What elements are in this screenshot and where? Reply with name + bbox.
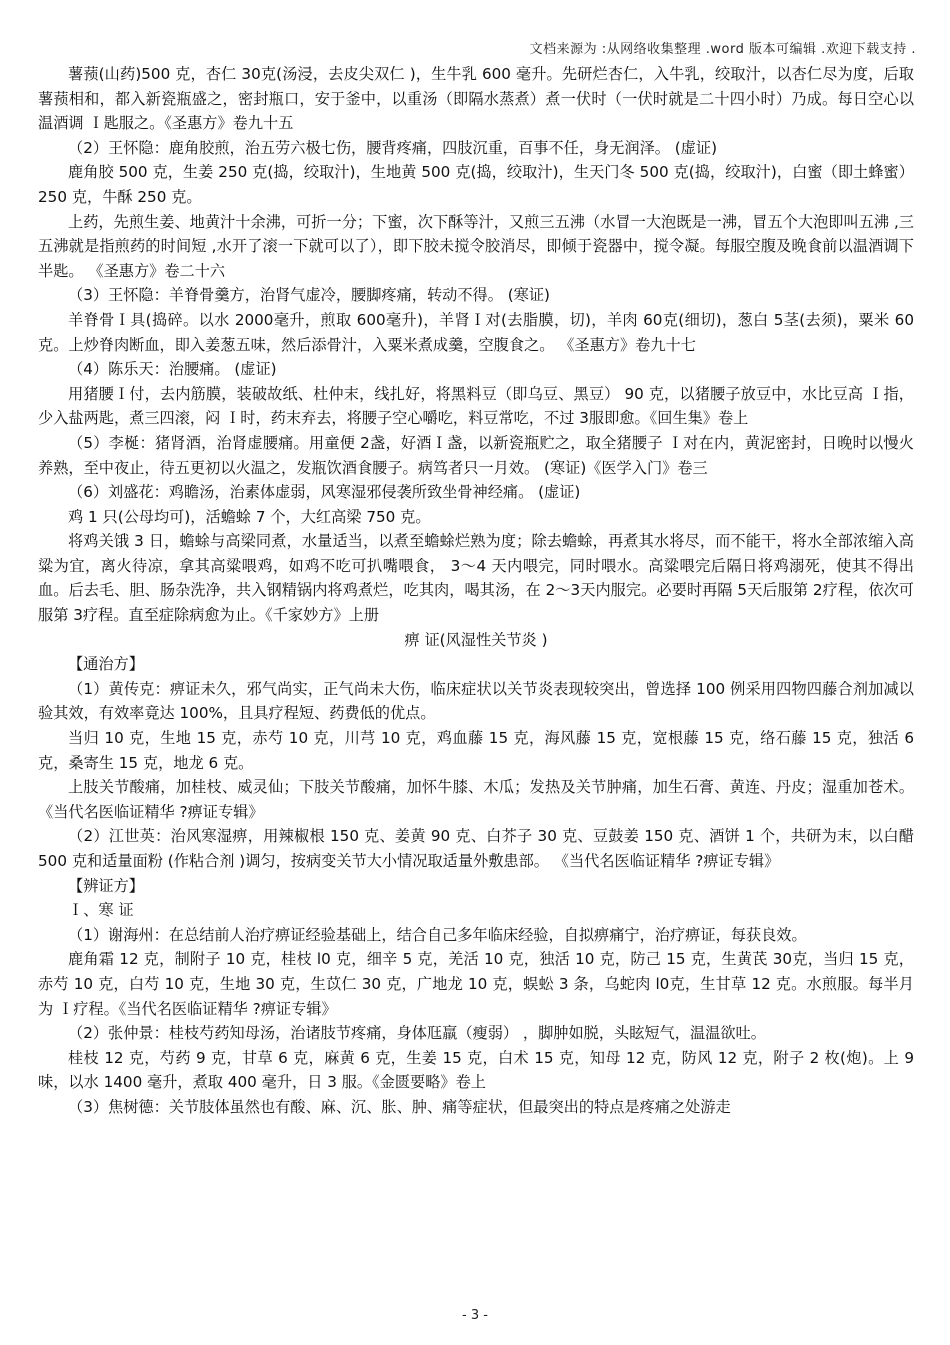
paragraph: 上肢关节酸痛，加桂枝、威灵仙；下肢关节酸痛，加怀牛膝、木瓜；发热及关节肿痛，加生石膏、黄连、丹皮；湿重加苍术。《当代名医临证精华 ?痹证专辑》 xyxy=(38,778,914,821)
paragraph: 鸡 1 只(公母均可)，活蟾蜍 7 个，大红高梁 750 克。 xyxy=(68,507,431,526)
paragraph: （1）谢海州：在总结前人治疗痹证经验基础上，结合自己多年临床经验，自拟痹痛宁，治疗痹证，每获良效。 xyxy=(68,925,807,944)
paragraph: （2）江世英：治风寒湿痹，用辣椒根 150 克、姜黄 90 克、白芥子 30 克、豆鼓姜 150 克、酒饼 1 个，共研为末，以白醋 500 克和适量面粉 (作粘合剂 )调匀，按病变关节大小情况取适量外敷患部。 《当代名医临证精华 ?痹证专辑》 xyxy=(38,827,914,870)
paragraph: 薯蓣(山药)500 克，杏仁 30克(汤浸，去皮尖双仁 )，生牛乳 600 毫升。先研烂杏仁，入牛乳，绞取汁，以杏仁尽为度，后取薯蓣相和，都入新瓷瓶盛之，密封瓶口，安于釜中，以重汤（即隔水蒸煮）煮一伏时（一伏时就是二十四小时）乃成。每日空心以温酒调 Ｉ匙服之。《圣惠方》卷九十五 xyxy=(38,65,914,133)
page-number: - 3 - xyxy=(462,1308,488,1323)
paragraph: （6）刘盛花：鸡瞻汤，治素体虚弱，风寒湿邪侵袭所致坐骨神经痛。 (虚证) xyxy=(68,483,581,502)
paragraph: 桂枝 12 克，芍药 9 克，甘草 6 克，麻黄 6 克，生姜 15 克，白术 15 克，知母 12 克，防风 12 克，附子 2 枚(炮)。上 9味，以水 1400 毫升，煮取 400 毫升，日 3 服。《金匮要略》卷上 xyxy=(38,1048,914,1092)
paragraph: 【辨证方】 xyxy=(68,876,144,895)
paragraph: （1）黄传克：痹证未久，邪气尚实，正气尚未大伤，临床症状以关节炎表现较突出，曾选择 100 例采用四物四藤合剂加减以验其效，有效率竟达 100%，且具疗程短、药费低的优点。 xyxy=(38,679,914,723)
paragraph: 上药，先煎生姜、地黄汁十余沸，可折一分；下蜜，次下酥等汁，又煎三五沸（水冒一大泡既是一沸，冒五个大泡即叫五沸 ,三五沸就是指煎药的时间短 ,水开了滚一下就可以了），即下胶未搅令胶消尽，即倾于瓷器中，搅令凝。每服空腹及晚食前以温酒调下半匙。 《圣惠方》卷二十六 xyxy=(38,212,914,280)
paragraph: 用猪腰Ｉ付，去内筋膜，装破故纸、杜仲末，线扎好，将黑料豆（即乌豆、黑豆） 90 克，以猪腰子放豆中，水比豆高 Ｉ指，少入盐两匙，煮三四滚，闷 Ｉ时，药末弃去，将腰子空心嚼吃，料豆常吃，不过 3服即愈。《回生集》卷上 xyxy=(38,384,914,428)
paragraph: 羊脊骨Ｉ具(捣碎。以水 2000毫升，煎取 600毫升)，羊肾Ｉ对(去脂膜，切)，羊肉 60克(细切)，葱白 5茎(去须)，粟米 60 克。上炒脊肉断血，即入姜葱五味，然后添骨汁，入粟米煮成羹，空腹食之。 《圣惠方》卷九十七 xyxy=(38,310,914,354)
page-header: 文档来源为 :从网络收集整理 .word 版本可编辑 .欢迎下载支持 . xyxy=(529,42,916,57)
paragraph: （3）焦树德：关节肢体虽然也有酸、麻、沉、胀、肿、痛等症状，但最突出的特点是疼痛之处游走 xyxy=(68,1097,731,1116)
paragraph: 鹿角胶 500 克，生姜 250 克(捣，绞取汁)，生地黄 500 克(捣，绞取汁)，生天门冬 500 克(捣，绞取汁)，白蜜（即土蜂蜜） 250 克，牛酥 250 克。 xyxy=(38,163,914,206)
document-body xyxy=(38,62,914,1120)
paragraph: 将鸡关饿 3 日，蟾蜍与高梁同煮，水量适当，以煮至蟾蜍烂熟为度；除去蟾蜍，再煮其水将尽，而不能干，将水全部浓缩入高粱为宜，离火待凉，拿其高粱喂鸡，如鸡不吃可扒嘴喂食， 3～4 天内喂完，同时喂水。高粱喂完后隔日将鸡溺死，使其不得出血。后去毛、胆、肠杂洗净，共入钢精锅内将鸡煮烂，吃其肉，喝其汤，在 2～3天内服完。必要时再隔 5天后服第 2疗程，依次可服第 3疗程。直至症除病愈为止。《千家妙方》上册 xyxy=(38,532,914,625)
paragraph: 当归 10 克，生地 15 克，赤芍 10 克，川芎 10 克，鸡血藤 15 克，海风藤 15 克，宽根藤 15 克，络石藤 15 克，独活 6 克，桑寄生 15 克，地龙 6 克。 xyxy=(38,729,914,772)
paragraph: （2）王怀隐：鹿角胶煎，治五劳六极七伤，腰背疼痛，四肢沉重，百事不任，身无润泽。 (虚证) xyxy=(68,138,718,157)
paragraph: （4）陈乐天：治腰痛。 (虚证) xyxy=(68,360,277,379)
paragraph: （2）张仲景：桂枝芍药知母汤，治诸肢节疼痛，身体尫羸（瘦弱） ，脚肿如脱，头眩短气，温温欲吐。 xyxy=(68,1024,766,1043)
paragraph: （5）李梴：猪肾酒，治肾虚腰痛。用童便 2盏，好酒Ｉ盏，以新瓷瓶贮之，取全猪腰子 Ｉ对在内，黄泥密封，日晚时以慢火养熟，至中夜止，待五更初以火温之，发瓶饮酒食腰子。病笃者只一月效。 (寒证)《医学入门》卷三 xyxy=(38,433,914,477)
section-heading: 痹 证(风湿性关节炎 ) xyxy=(404,630,548,649)
paragraph: Ｉ、寒 证 xyxy=(68,901,134,920)
paragraph: （3）王怀隐：羊脊骨羹方，治肾气虚冷，腰脚疼痛，转动不得。 (寒证) xyxy=(68,286,550,305)
paragraph: 鹿角霜 12 克，制附子 10 克，桂枝 l0 克，细辛 5 克，羌活 10 克，独活 10 克，防己 15 克，生黄芪 30克，当归 15 克，赤芍 10 克，白芍 10 克，生地 30 克，生苡仁 30 克，广地龙 10 克，蜈蚣 3 条，乌蛇肉 l0克，生甘草 12 克。水煎服。每半月为 Ｉ疗程。《当代名医临证精华 ?痹证专辑》 xyxy=(38,950,914,1018)
paragraph: 【通治方】 xyxy=(68,655,144,674)
